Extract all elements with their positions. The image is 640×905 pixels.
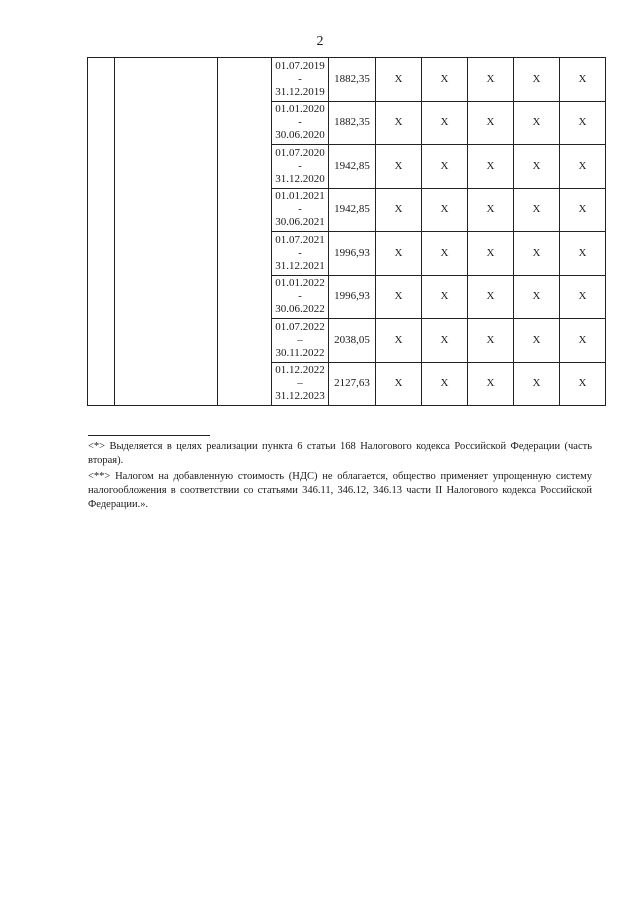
not-applicable-cell: X: [560, 188, 606, 232]
period-start: 01.01.2020: [275, 103, 325, 116]
period-start: 01.07.2020: [275, 146, 325, 159]
price-cell: 1996,93: [329, 232, 376, 276]
not-applicable-cell: X: [560, 58, 606, 102]
period-separator: -: [298, 290, 302, 303]
not-applicable-cell: X: [422, 145, 468, 189]
footnotes: [88, 440, 592, 514]
period-cell: [272, 232, 329, 276]
tariff-table: [87, 57, 606, 406]
not-applicable-cell: X: [514, 188, 560, 232]
price-cell: 1882,35: [329, 58, 376, 102]
period-end: 31.12.2020: [275, 172, 325, 185]
not-applicable-cell: X: [560, 101, 606, 145]
not-applicable-cell: X: [376, 58, 422, 102]
period-separator: –: [297, 377, 303, 390]
period-separator: –: [297, 333, 303, 346]
not-applicable-cell: X: [514, 232, 560, 276]
price-cell: 1996,93: [329, 275, 376, 319]
period-separator: -: [298, 159, 302, 172]
period-separator: -: [298, 246, 302, 259]
price-cell: 1942,85: [329, 188, 376, 232]
not-applicable-cell: X: [376, 101, 422, 145]
period-cell: [272, 101, 329, 145]
period-end: 30.06.2022: [275, 303, 325, 316]
not-applicable-cell: X: [514, 145, 560, 189]
page-number: 2: [316, 34, 324, 49]
tariff-table-body: [88, 58, 606, 406]
period-start: 01.01.2022: [275, 277, 325, 290]
not-applicable-cell: X: [468, 362, 514, 406]
period-end: 31.12.2021: [275, 259, 325, 272]
not-applicable-cell: X: [468, 145, 514, 189]
not-applicable-cell: X: [560, 145, 606, 189]
period-start: 01.07.2022: [275, 320, 325, 333]
not-applicable-cell: X: [376, 188, 422, 232]
footnote-1: <*> Выделяется в целях реализации пункта 6 статьи 168 Налогового кодекса Российской Федерации (часть вторая).: [88, 441, 592, 466]
not-applicable-cell: X: [422, 275, 468, 319]
period-end: 30.06.2021: [275, 216, 325, 229]
period-start: 01.12.2022: [275, 364, 325, 377]
not-applicable-cell: X: [468, 275, 514, 319]
not-applicable-cell: X: [422, 101, 468, 145]
not-applicable-cell: X: [514, 319, 560, 363]
period-end: 31.12.2019: [275, 85, 325, 98]
period-start: 01.07.2019: [275, 59, 325, 72]
period-separator: -: [298, 203, 302, 216]
period-separator: -: [298, 72, 302, 85]
not-applicable-cell: X: [376, 275, 422, 319]
not-applicable-cell: X: [514, 101, 560, 145]
period-cell: [272, 275, 329, 319]
group-cell: [88, 58, 115, 406]
price-cell: 1942,85: [329, 145, 376, 189]
not-applicable-cell: X: [376, 362, 422, 406]
not-applicable-cell: X: [422, 319, 468, 363]
period-end: 30.11.2022: [275, 346, 325, 359]
price-cell: 1882,35: [329, 101, 376, 145]
service-name-cell: [115, 58, 218, 406]
not-applicable-cell: X: [376, 232, 422, 276]
period-cell: [272, 58, 329, 102]
not-applicable-cell: X: [422, 232, 468, 276]
not-applicable-cell: X: [422, 58, 468, 102]
not-applicable-cell: X: [560, 362, 606, 406]
not-applicable-cell: X: [376, 319, 422, 363]
not-applicable-cell: X: [376, 145, 422, 189]
not-applicable-cell: X: [514, 275, 560, 319]
not-applicable-cell: X: [514, 58, 560, 102]
period-end: 30.06.2020: [275, 129, 325, 142]
not-applicable-cell: X: [468, 319, 514, 363]
not-applicable-cell: X: [468, 58, 514, 102]
not-applicable-cell: X: [514, 362, 560, 406]
period-separator: -: [298, 116, 302, 129]
not-applicable-cell: X: [560, 275, 606, 319]
period-start: 01.01.2021: [275, 190, 325, 203]
period-start: 01.07.2021: [275, 233, 325, 246]
not-applicable-cell: X: [468, 101, 514, 145]
period-cell: [272, 188, 329, 232]
consumer-cell: [218, 58, 272, 406]
period-cell: [272, 362, 329, 406]
not-applicable-cell: X: [560, 232, 606, 276]
not-applicable-cell: X: [422, 362, 468, 406]
not-applicable-cell: X: [422, 188, 468, 232]
footnote-divider: [88, 435, 210, 436]
footnote-2: <**> Налогом на добавленную стоимость (НДС) не облагается, общество применяет упрощенную систему налогообложения в соответствии со статьями 346.11, 346.12, 346.13 части II Налогового кодекса Российской Федерации.».: [88, 471, 592, 510]
price-cell: 2127,63: [329, 362, 376, 406]
not-applicable-cell: X: [468, 232, 514, 276]
price-cell: 2038,05: [329, 319, 376, 363]
not-applicable-cell: X: [468, 188, 514, 232]
period-end: 31.12.2023: [275, 390, 325, 403]
not-applicable-cell: X: [560, 319, 606, 363]
period-cell: [272, 319, 329, 363]
period-cell: [272, 145, 329, 189]
table-row: [88, 58, 606, 102]
